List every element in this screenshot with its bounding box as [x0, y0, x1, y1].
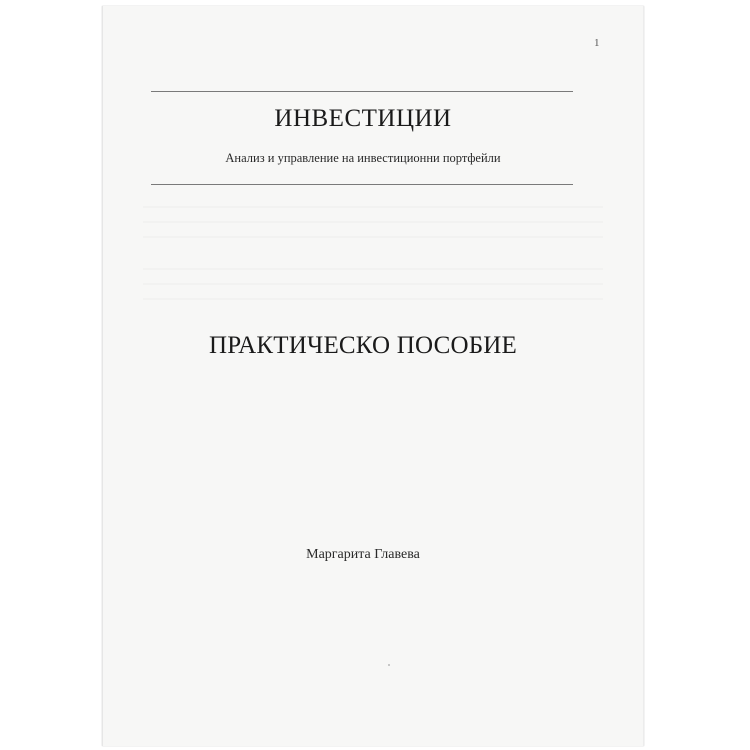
show-through-line [143, 283, 603, 285]
document-subtitle: Анализ и управление на инвестиционни портфейли [225, 151, 501, 165]
show-through-line [143, 206, 603, 208]
show-through-line [143, 298, 603, 300]
document-page [102, 6, 644, 746]
scan-speck [388, 664, 390, 666]
show-through-line [143, 236, 603, 238]
document-title: ИНВЕСТИЦИИ [274, 105, 452, 132]
page-number: 1 [594, 37, 600, 49]
title-rule-bottom [151, 184, 573, 185]
document-author: Маргарита Главева [306, 547, 420, 562]
title-rule-top [151, 91, 573, 92]
document-heading: ПРАКТИЧЕСКО ПОСОБИЕ [209, 332, 517, 359]
show-through-line [143, 268, 603, 270]
show-through-line [143, 221, 603, 223]
